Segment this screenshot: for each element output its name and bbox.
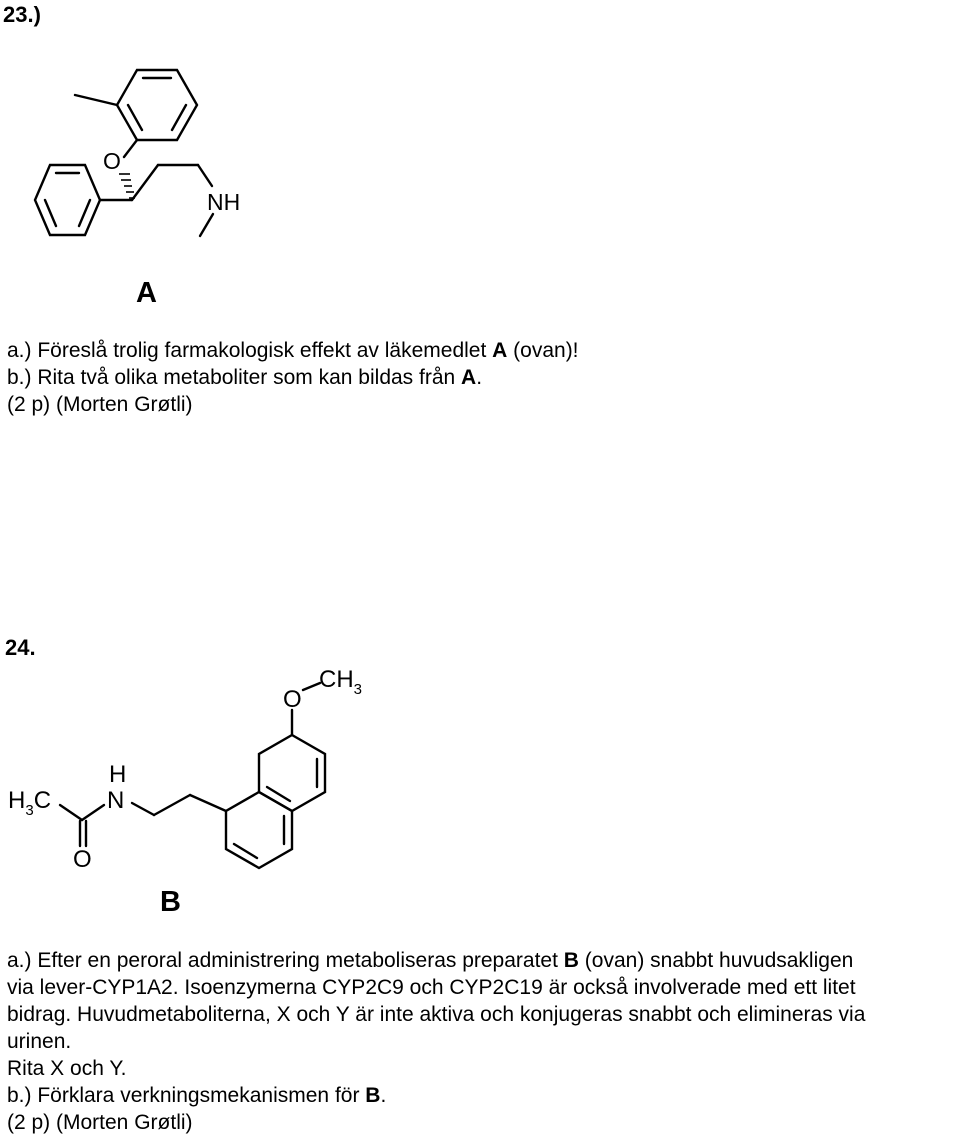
amide-n-label: N	[107, 787, 125, 814]
methoxy-bond	[303, 683, 320, 690]
q23-line-a: a.) Föreslå trolig farmakologisk effekt av läkemedlet A (ovan)!	[7, 339, 579, 362]
question-23-number: 23.)	[3, 2, 41, 27]
hashed-wedge-bond	[119, 174, 135, 198]
q24-line-3: bidrag. Huvudmetaboliterna, X och Y är inte aktiva och konjugeras snabbt och elimineras via	[7, 1003, 866, 1026]
naphthalene-ring-upper	[259, 735, 325, 811]
structure-b-diagram	[0, 655, 380, 880]
q24-line-5: Rita X och Y.	[7, 1057, 127, 1080]
q24-line-7: (2 p) (Morten Grøtli)	[7, 1111, 193, 1134]
methyl-label: $CH_3$	[319, 666, 363, 698]
q23-line-points: (2 p) (Morten Grøtli)	[7, 393, 193, 416]
oxygen-atom-label: O	[103, 148, 121, 174]
acetyl-methyl-label: $H_3C$	[8, 787, 52, 819]
naphthalene-ring-lower	[226, 792, 292, 868]
q24-line-2: via lever-CYP1A2. Isoenzymerna CYP2C9 och CYP2C19 är också involverade med ett litet	[7, 976, 856, 999]
q24-line-1: a.) Efter en peroral administrering metaboliseras preparatet B (ovan) snabbt huvudsakligen	[7, 949, 854, 972]
question-24-text	[7, 947, 865, 1136]
q24-line-6: b.) Förklara verkningsmekanismen för B.	[7, 1084, 387, 1107]
amide-h-label: H	[109, 761, 127, 788]
carbonyl-o-label: O	[73, 846, 92, 873]
amine-atom-label: NH	[207, 189, 241, 215]
molecule-b-label: B	[160, 886, 181, 918]
q24-line-4: urinen.	[7, 1030, 72, 1053]
molecule-a-label: A	[136, 277, 157, 309]
structure-a-diagram	[0, 40, 280, 270]
question-24-number: 24.	[5, 635, 36, 660]
q23-line-b: b.) Rita två olika metaboliter som kan bildas från A.	[7, 366, 483, 389]
n-methyl-bond	[200, 214, 213, 236]
methoxy-o-label: O	[283, 686, 302, 713]
methyl-bond	[75, 95, 117, 105]
aryl-ether-bond	[124, 140, 137, 157]
question-23-text	[7, 337, 579, 418]
